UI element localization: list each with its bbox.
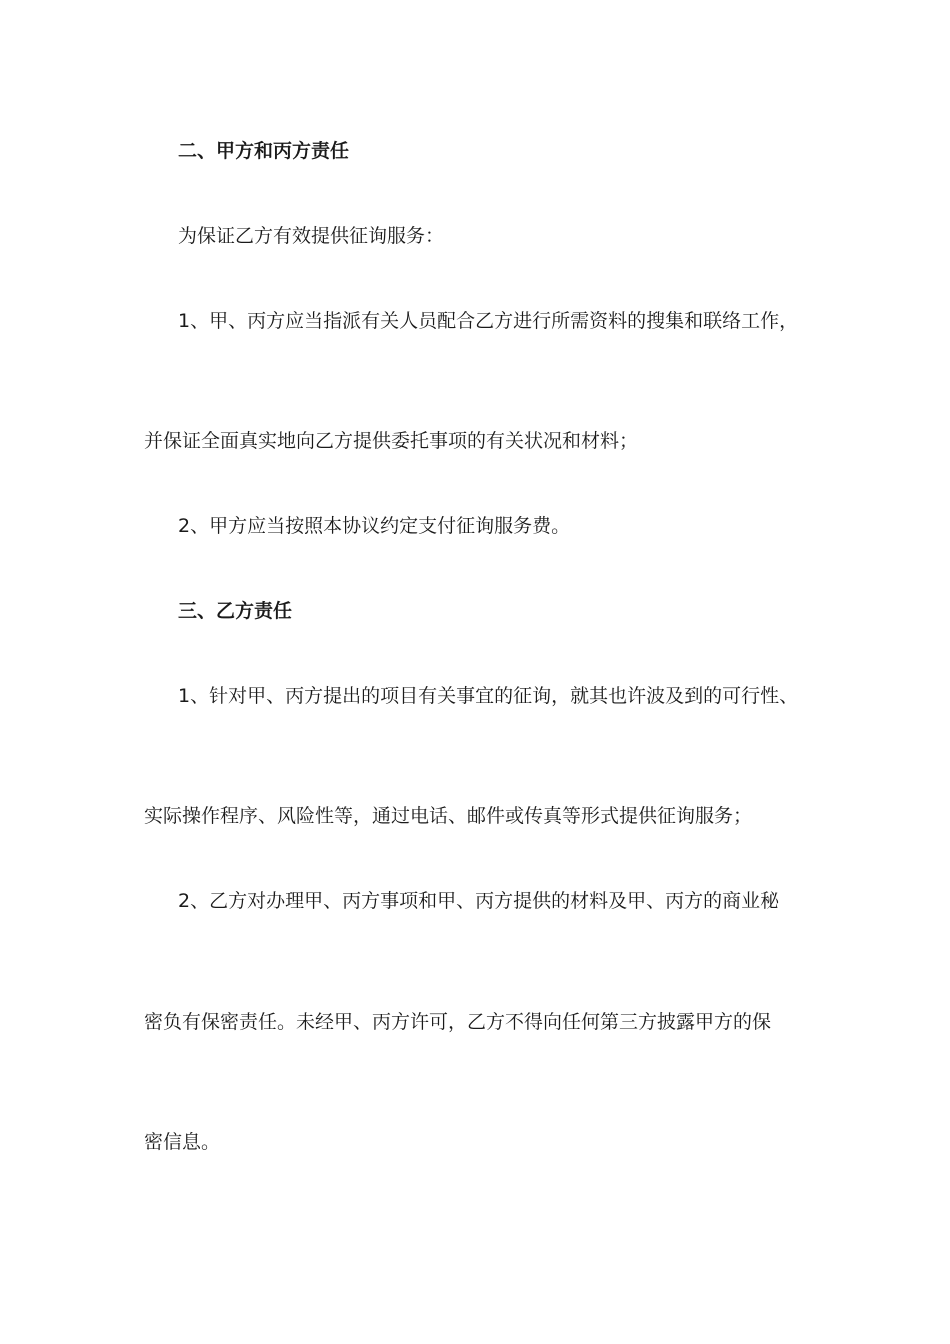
paragraph-s3-item1-line2: 实际操作程序、风险性等，通过电话、邮件或传真等形式提供征询服务； — [144, 805, 753, 827]
paragraph-s3-item2-line1: 2、乙方对办理甲、丙方事项和甲、丙方提供的材料及甲、丙方的商业秘 — [178, 890, 780, 912]
section-intro: 为保证乙方有效提供征询服务： — [178, 225, 445, 247]
paragraph-item1-line1: 1、甲、丙方应当指派有关人员配合乙方进行所需资料的搜集和联络工作， — [178, 310, 799, 332]
section-heading-party-b-responsibility: 三、乙方责任 — [178, 600, 293, 622]
paragraph-item2: 2、甲方应当按照本协议约定支付征询服务费。 — [178, 515, 571, 537]
section-heading-party-a-c-responsibility: 二、甲方和丙方责任 — [178, 140, 350, 162]
paragraph-item1-line2: 并保证全面真实地向乙方提供委托事项的有关状况和材料； — [144, 430, 639, 452]
paragraph-s3-item1-line1: 1、针对甲、丙方提出的项目有关事宜的征询，就其也许波及到的可行性、 — [178, 685, 799, 707]
paragraph-s3-item2-line3: 密信息。 — [144, 1131, 221, 1153]
paragraph-s3-item2-line2: 密负有保密责任。未经甲、丙方许可，乙方不得向任何第三方披露甲方的保 — [144, 1011, 772, 1033]
